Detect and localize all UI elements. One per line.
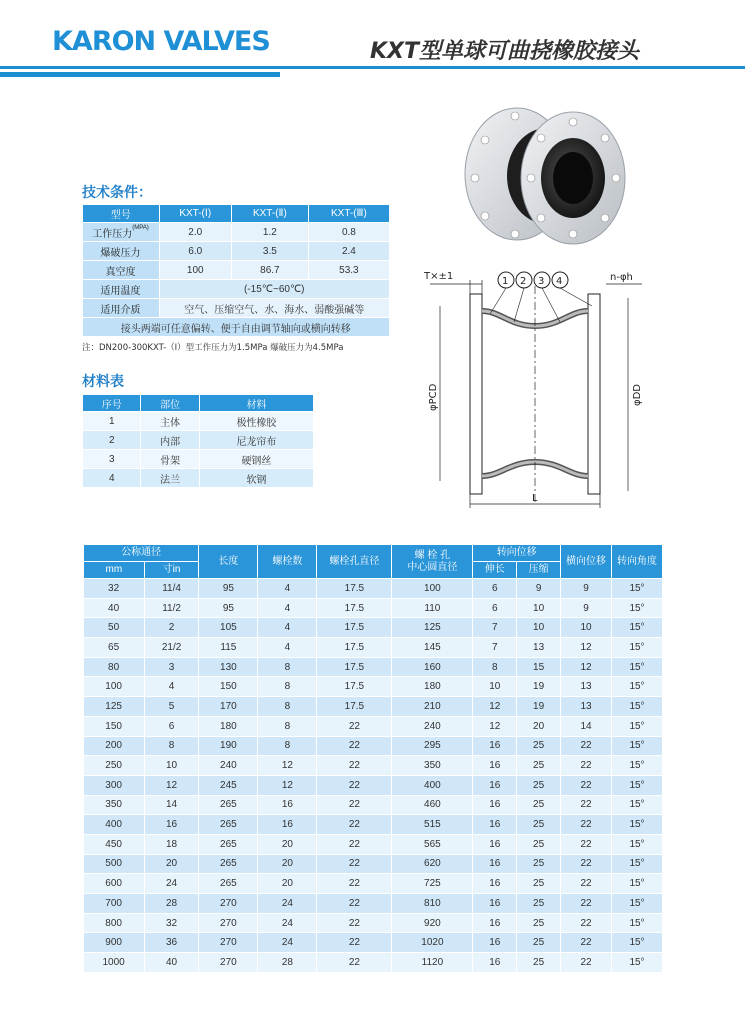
spec-cell: 600 bbox=[84, 874, 145, 894]
spec-cell: 300 bbox=[84, 775, 145, 795]
spec-col-pcd: 螺 栓 孔 中心圆直径 bbox=[392, 545, 473, 579]
spec-cell: 13 bbox=[561, 697, 612, 717]
spec-cell: 22 bbox=[561, 736, 612, 756]
tech-cell: 1.2 bbox=[231, 223, 308, 242]
materials-section-title: 材料表 bbox=[82, 374, 124, 390]
spec-cell: 15° bbox=[612, 756, 663, 776]
spec-cell: 100 bbox=[84, 677, 145, 697]
tech-col-kxt3: KXT-(Ⅲ) bbox=[308, 205, 389, 223]
spec-cell: 15° bbox=[612, 716, 663, 736]
table-row bbox=[84, 618, 663, 638]
spec-cell: 10 bbox=[517, 618, 561, 638]
drawing-t-label: T×±1 bbox=[424, 271, 454, 282]
spec-cell: 22 bbox=[317, 775, 392, 795]
spec-cell: 24 bbox=[258, 894, 317, 914]
spec-cell: 22 bbox=[561, 894, 612, 914]
spec-cell: 16 bbox=[473, 854, 517, 874]
spec-cell: 10 bbox=[517, 598, 561, 618]
tech-col-model: 型号 bbox=[83, 205, 160, 223]
spec-cell: 10 bbox=[561, 618, 612, 638]
mat-cell: 3 bbox=[83, 450, 141, 469]
spec-cell: 245 bbox=[199, 775, 258, 795]
spec-cell: 5 bbox=[144, 697, 199, 717]
spec-cell: 22 bbox=[561, 834, 612, 854]
spec-cell: 15° bbox=[612, 795, 663, 815]
spec-cell: 12 bbox=[561, 638, 612, 658]
spec-cell: 6 bbox=[473, 598, 517, 618]
spec-col-lateral: 横向位移 bbox=[561, 545, 612, 579]
spec-cell: 16 bbox=[473, 834, 517, 854]
spec-cell: 270 bbox=[199, 913, 258, 933]
spec-cell: 19 bbox=[517, 697, 561, 717]
spec-cell: 95 bbox=[199, 579, 258, 599]
spec-cell: 8 bbox=[473, 657, 517, 677]
spec-cell: 9 bbox=[561, 579, 612, 599]
table-row bbox=[84, 579, 663, 599]
callout-3: 3 bbox=[538, 276, 545, 287]
spec-col-axial: 转向位移 bbox=[473, 545, 561, 562]
spec-cell: 15 bbox=[517, 657, 561, 677]
table-row bbox=[84, 638, 663, 658]
cross-section-drawing bbox=[410, 266, 660, 516]
product-photo bbox=[455, 100, 630, 250]
table-row bbox=[84, 657, 663, 677]
spec-cell: 15° bbox=[612, 854, 663, 874]
spec-cell: 180 bbox=[199, 716, 258, 736]
table-row bbox=[84, 854, 663, 874]
callout-2: 2 bbox=[520, 276, 527, 287]
spec-cell: 25 bbox=[517, 933, 561, 953]
spec-cell: 270 bbox=[199, 953, 258, 973]
spec-cell: 4 bbox=[258, 618, 317, 638]
spec-cell: 13 bbox=[561, 677, 612, 697]
spec-cell: 15° bbox=[612, 775, 663, 795]
spec-cell: 9 bbox=[561, 598, 612, 618]
table-row bbox=[84, 716, 663, 736]
spec-cell: 125 bbox=[392, 618, 473, 638]
tech-row-label: 真空度 bbox=[83, 261, 160, 280]
spec-cell: 350 bbox=[392, 756, 473, 776]
spec-cell: 15° bbox=[612, 953, 663, 973]
spec-cell: 6 bbox=[473, 579, 517, 599]
spec-cell: 22 bbox=[561, 913, 612, 933]
spec-cell: 115 bbox=[199, 638, 258, 658]
tech-cell: 0.8 bbox=[308, 223, 389, 242]
spec-cell: 270 bbox=[199, 894, 258, 914]
spec-cell: 17.5 bbox=[317, 579, 392, 599]
spec-cell: 8 bbox=[258, 716, 317, 736]
drawing-pcd-label: φPCD bbox=[428, 383, 439, 411]
spec-cell: 565 bbox=[392, 834, 473, 854]
spec-cell: 20 bbox=[258, 834, 317, 854]
spec-cell: 920 bbox=[392, 913, 473, 933]
spec-cell: 17.5 bbox=[317, 598, 392, 618]
spec-cell: 25 bbox=[517, 953, 561, 973]
spec-cell: 450 bbox=[84, 834, 145, 854]
spec-cell: 460 bbox=[392, 795, 473, 815]
spec-cell: 25 bbox=[517, 756, 561, 776]
spec-cell: 20 bbox=[517, 716, 561, 736]
spec-cell: 12 bbox=[258, 756, 317, 776]
spec-col-ext: 伸长 bbox=[473, 562, 517, 579]
tech-cell: 2.4 bbox=[308, 242, 389, 261]
spec-col-nominal: 公称通径 bbox=[84, 545, 199, 562]
tech-conditions-table bbox=[82, 204, 390, 337]
spec-cell: 40 bbox=[84, 598, 145, 618]
spec-cell: 16 bbox=[258, 795, 317, 815]
spec-cell: 16 bbox=[473, 894, 517, 914]
spec-cell: 32 bbox=[144, 913, 199, 933]
spec-cell: 22 bbox=[317, 834, 392, 854]
spec-cell: 28 bbox=[144, 894, 199, 914]
spec-cell: 15° bbox=[612, 933, 663, 953]
table-row bbox=[84, 795, 663, 815]
tech-cell-span: (-15℃~60℃) bbox=[159, 280, 390, 299]
spec-cell: 22 bbox=[561, 775, 612, 795]
mat-col-material: 材料 bbox=[199, 395, 313, 412]
spec-cell: 620 bbox=[392, 854, 473, 874]
spec-cell: 24 bbox=[144, 874, 199, 894]
spec-cell: 400 bbox=[84, 815, 145, 835]
table-row bbox=[84, 697, 663, 717]
table-row bbox=[84, 598, 663, 618]
spec-cell: 24 bbox=[258, 913, 317, 933]
spec-cell: 15° bbox=[612, 579, 663, 599]
spec-col-inch: 寸in bbox=[144, 562, 199, 579]
spec-cell: 28 bbox=[258, 953, 317, 973]
spec-cell: 22 bbox=[317, 913, 392, 933]
spec-cell: 19 bbox=[517, 677, 561, 697]
spec-cell: 16 bbox=[473, 795, 517, 815]
drawing-length-label: L bbox=[532, 493, 538, 504]
spec-col-bolts: 螺栓数 bbox=[258, 545, 317, 579]
tech-col-kxt1: KXT-(Ⅰ) bbox=[159, 205, 231, 223]
spec-cell: 22 bbox=[317, 756, 392, 776]
tech-cell: 3.5 bbox=[231, 242, 308, 261]
table-row bbox=[84, 933, 663, 953]
spec-cell: 16 bbox=[473, 874, 517, 894]
spec-cell: 95 bbox=[199, 598, 258, 618]
spec-cell: 8 bbox=[144, 736, 199, 756]
spec-cell: 800 bbox=[84, 913, 145, 933]
table-row bbox=[84, 913, 663, 933]
spec-cell: 36 bbox=[144, 933, 199, 953]
spec-cell: 700 bbox=[84, 894, 145, 914]
spec-cell: 20 bbox=[258, 874, 317, 894]
spec-cell: 15° bbox=[612, 598, 663, 618]
spec-cell: 18 bbox=[144, 834, 199, 854]
spec-cell: 24 bbox=[258, 933, 317, 953]
drawing-od-label: φDD bbox=[632, 384, 643, 406]
spec-cell: 20 bbox=[258, 854, 317, 874]
spec-col-comp: 压缩 bbox=[517, 562, 561, 579]
mat-cell: 硬钢丝 bbox=[199, 450, 313, 469]
spec-cell: 515 bbox=[392, 815, 473, 835]
tech-cell: 86.7 bbox=[231, 261, 308, 280]
spec-cell: 4 bbox=[258, 638, 317, 658]
spec-cell: 100 bbox=[392, 579, 473, 599]
spec-cell: 210 bbox=[392, 697, 473, 717]
tech-row-label: 工作压力$^{(MPA)}$ bbox=[83, 223, 160, 242]
spec-cell: 7 bbox=[473, 638, 517, 658]
spec-cell: 265 bbox=[199, 795, 258, 815]
tech-footer: 接头两端可任意偏转、便于自由调节轴向或横向转移 bbox=[83, 318, 390, 337]
tech-note: 注：DN200-300KXT-（Ⅰ）型工作压力为1.5MPa 爆破压力为4.5MPa bbox=[82, 343, 344, 353]
spec-cell: 150 bbox=[84, 716, 145, 736]
spec-cell: 15° bbox=[612, 894, 663, 914]
mat-col-no: 序号 bbox=[83, 395, 141, 412]
tech-cell: 2.0 bbox=[159, 223, 231, 242]
spec-table bbox=[83, 544, 663, 973]
spec-cell: 25 bbox=[517, 834, 561, 854]
spec-cell: 22 bbox=[561, 795, 612, 815]
spec-col-bolt-hole: 螺栓孔直径 bbox=[317, 545, 392, 579]
spec-cell: 16 bbox=[473, 815, 517, 835]
spec-cell: 25 bbox=[517, 874, 561, 894]
spec-cell: 10 bbox=[473, 677, 517, 697]
spec-cell: 16 bbox=[473, 953, 517, 973]
mat-cell: 极性橡胶 bbox=[199, 412, 313, 431]
spec-cell: 2 bbox=[144, 618, 199, 638]
spec-cell: 15° bbox=[612, 736, 663, 756]
spec-cell: 22 bbox=[317, 874, 392, 894]
spec-cell: 1020 bbox=[392, 933, 473, 953]
spec-cell: 22 bbox=[561, 874, 612, 894]
spec-cell: 16 bbox=[473, 736, 517, 756]
spec-cell: 22 bbox=[317, 933, 392, 953]
table-row bbox=[84, 775, 663, 795]
callout-4: 4 bbox=[556, 276, 563, 287]
spec-cell: 22 bbox=[561, 933, 612, 953]
tech-row-label: 适用介质 bbox=[83, 299, 160, 318]
spec-cell: 900 bbox=[84, 933, 145, 953]
spec-cell: 4 bbox=[258, 579, 317, 599]
spec-cell: 8 bbox=[258, 677, 317, 697]
spec-cell: 110 bbox=[392, 598, 473, 618]
spec-cell: 22 bbox=[317, 815, 392, 835]
tech-cell: 100 bbox=[159, 261, 231, 280]
spec-cell: 150 bbox=[199, 677, 258, 697]
spec-table-body bbox=[84, 579, 663, 973]
spec-col-length: 长度 bbox=[199, 545, 258, 579]
spec-cell: 11/2 bbox=[144, 598, 199, 618]
spec-cell: 22 bbox=[561, 953, 612, 973]
table-row bbox=[84, 874, 663, 894]
spec-cell: 15° bbox=[612, 874, 663, 894]
spec-cell: 50 bbox=[84, 618, 145, 638]
spec-cell: 25 bbox=[517, 736, 561, 756]
spec-cell: 7 bbox=[473, 618, 517, 638]
tech-section-title: 技术条件： bbox=[82, 185, 152, 201]
tech-col-kxt2: KXT-(Ⅱ) bbox=[231, 205, 308, 223]
spec-cell: 22 bbox=[317, 736, 392, 756]
table-row bbox=[84, 894, 663, 914]
spec-cell: 125 bbox=[84, 697, 145, 717]
spec-cell: 16 bbox=[144, 815, 199, 835]
spec-cell: 15° bbox=[612, 913, 663, 933]
spec-col-mm: mm bbox=[84, 562, 145, 579]
spec-cell: 21/2 bbox=[144, 638, 199, 658]
mat-col-part: 部位 bbox=[141, 395, 199, 412]
spec-cell: 8 bbox=[258, 657, 317, 677]
header-divider bbox=[0, 66, 745, 69]
mat-cell: 主体 bbox=[141, 412, 199, 431]
spec-cell: 160 bbox=[392, 657, 473, 677]
spec-cell: 12 bbox=[473, 697, 517, 717]
spec-cell: 1120 bbox=[392, 953, 473, 973]
spec-cell: 170 bbox=[199, 697, 258, 717]
tech-cell: 53.3 bbox=[308, 261, 389, 280]
spec-cell: 16 bbox=[473, 775, 517, 795]
spec-cell: 20 bbox=[144, 854, 199, 874]
spec-cell: 180 bbox=[392, 677, 473, 697]
spec-cell: 6 bbox=[144, 716, 199, 736]
spec-cell: 10 bbox=[144, 756, 199, 776]
mat-cell: 2 bbox=[83, 431, 141, 450]
spec-cell: 240 bbox=[392, 716, 473, 736]
tech-row-label: 爆破压力 bbox=[83, 242, 160, 261]
materials-table bbox=[82, 394, 314, 488]
spec-cell: 22 bbox=[317, 953, 392, 973]
tech-row-label: 适用温度 bbox=[83, 280, 160, 299]
spec-cell: 15° bbox=[612, 834, 663, 854]
spec-cell: 17.5 bbox=[317, 677, 392, 697]
spec-cell: 15° bbox=[612, 815, 663, 835]
spec-cell: 8 bbox=[258, 697, 317, 717]
spec-cell: 15° bbox=[612, 657, 663, 677]
table-row bbox=[84, 834, 663, 854]
spec-cell: 17.5 bbox=[317, 638, 392, 658]
spec-cell: 22 bbox=[561, 756, 612, 776]
spec-cell: 22 bbox=[317, 854, 392, 874]
spec-cell: 22 bbox=[561, 815, 612, 835]
spec-cell: 15° bbox=[612, 618, 663, 638]
spec-cell: 190 bbox=[199, 736, 258, 756]
spec-cell: 25 bbox=[517, 913, 561, 933]
callout-1: 1 bbox=[502, 276, 509, 287]
spec-cell: 15° bbox=[612, 697, 663, 717]
spec-cell: 1000 bbox=[84, 953, 145, 973]
spec-cell: 16 bbox=[258, 815, 317, 835]
header-accent-bar bbox=[0, 72, 280, 77]
spec-cell: 12 bbox=[473, 716, 517, 736]
spec-cell: 25 bbox=[517, 775, 561, 795]
table-row bbox=[84, 677, 663, 697]
mat-cell: 内部 bbox=[141, 431, 199, 450]
spec-cell: 16 bbox=[473, 933, 517, 953]
spec-cell: 400 bbox=[392, 775, 473, 795]
spec-cell: 12 bbox=[258, 775, 317, 795]
spec-cell: 105 bbox=[199, 618, 258, 638]
spec-cell: 350 bbox=[84, 795, 145, 815]
spec-cell: 25 bbox=[517, 795, 561, 815]
spec-cell: 32 bbox=[84, 579, 145, 599]
spec-cell: 15° bbox=[612, 677, 663, 697]
tech-cell-span: 空气、压缩空气、水、海水、弱酸强碱等 bbox=[159, 299, 390, 318]
mat-cell: 1 bbox=[83, 412, 141, 431]
mat-cell: 尼龙帘布 bbox=[199, 431, 313, 450]
spec-cell: 80 bbox=[84, 657, 145, 677]
spec-cell: 4 bbox=[258, 598, 317, 618]
spec-cell: 265 bbox=[199, 854, 258, 874]
tech-cell: 6.0 bbox=[159, 242, 231, 261]
spec-cell: 130 bbox=[199, 657, 258, 677]
spec-cell: 250 bbox=[84, 756, 145, 776]
spec-cell: 4 bbox=[144, 677, 199, 697]
spec-cell: 725 bbox=[392, 874, 473, 894]
spec-cell: 500 bbox=[84, 854, 145, 874]
spec-cell: 16 bbox=[473, 756, 517, 776]
spec-cell: 17.5 bbox=[317, 697, 392, 717]
table-row bbox=[84, 953, 663, 973]
spec-cell: 9 bbox=[517, 579, 561, 599]
spec-cell: 25 bbox=[517, 815, 561, 835]
spec-cell: 200 bbox=[84, 736, 145, 756]
brand-logo: KARON VALVES bbox=[52, 26, 270, 57]
spec-cell: 810 bbox=[392, 894, 473, 914]
spec-cell: 3 bbox=[144, 657, 199, 677]
mat-cell: 软钢 bbox=[199, 469, 313, 488]
spec-cell: 16 bbox=[473, 913, 517, 933]
spec-cell: 270 bbox=[199, 933, 258, 953]
spec-cell: 22 bbox=[561, 854, 612, 874]
spec-cell: 14 bbox=[561, 716, 612, 736]
spec-cell: 40 bbox=[144, 953, 199, 973]
spec-cell: 265 bbox=[199, 815, 258, 835]
spec-cell: 240 bbox=[199, 756, 258, 776]
table-row bbox=[84, 815, 663, 835]
spec-cell: 15° bbox=[612, 638, 663, 658]
spec-cell: 12 bbox=[561, 657, 612, 677]
mat-cell: 骨架 bbox=[141, 450, 199, 469]
spec-cell: 145 bbox=[392, 638, 473, 658]
spec-cell: 22 bbox=[317, 716, 392, 736]
spec-col-angle: 转向角度 bbox=[612, 545, 663, 579]
page-title: KXT型单球可曲挠橡胶接头 bbox=[370, 39, 640, 64]
table-row bbox=[84, 756, 663, 776]
spec-cell: 11/4 bbox=[144, 579, 199, 599]
mat-cell: 法兰 bbox=[141, 469, 199, 488]
spec-cell: 14 bbox=[144, 795, 199, 815]
spec-cell: 12 bbox=[144, 775, 199, 795]
mat-cell: 4 bbox=[83, 469, 141, 488]
spec-cell: 295 bbox=[392, 736, 473, 756]
table-row bbox=[84, 736, 663, 756]
spec-cell: 22 bbox=[317, 795, 392, 815]
drawing-hole-label: n-φh bbox=[610, 272, 633, 283]
spec-cell: 25 bbox=[517, 894, 561, 914]
spec-cell: 65 bbox=[84, 638, 145, 658]
spec-cell: 265 bbox=[199, 834, 258, 854]
spec-cell: 17.5 bbox=[317, 618, 392, 638]
spec-cell: 265 bbox=[199, 874, 258, 894]
spec-cell: 13 bbox=[517, 638, 561, 658]
spec-cell: 22 bbox=[317, 894, 392, 914]
spec-cell: 17.5 bbox=[317, 657, 392, 677]
spec-cell: 25 bbox=[517, 854, 561, 874]
spec-cell: 8 bbox=[258, 736, 317, 756]
